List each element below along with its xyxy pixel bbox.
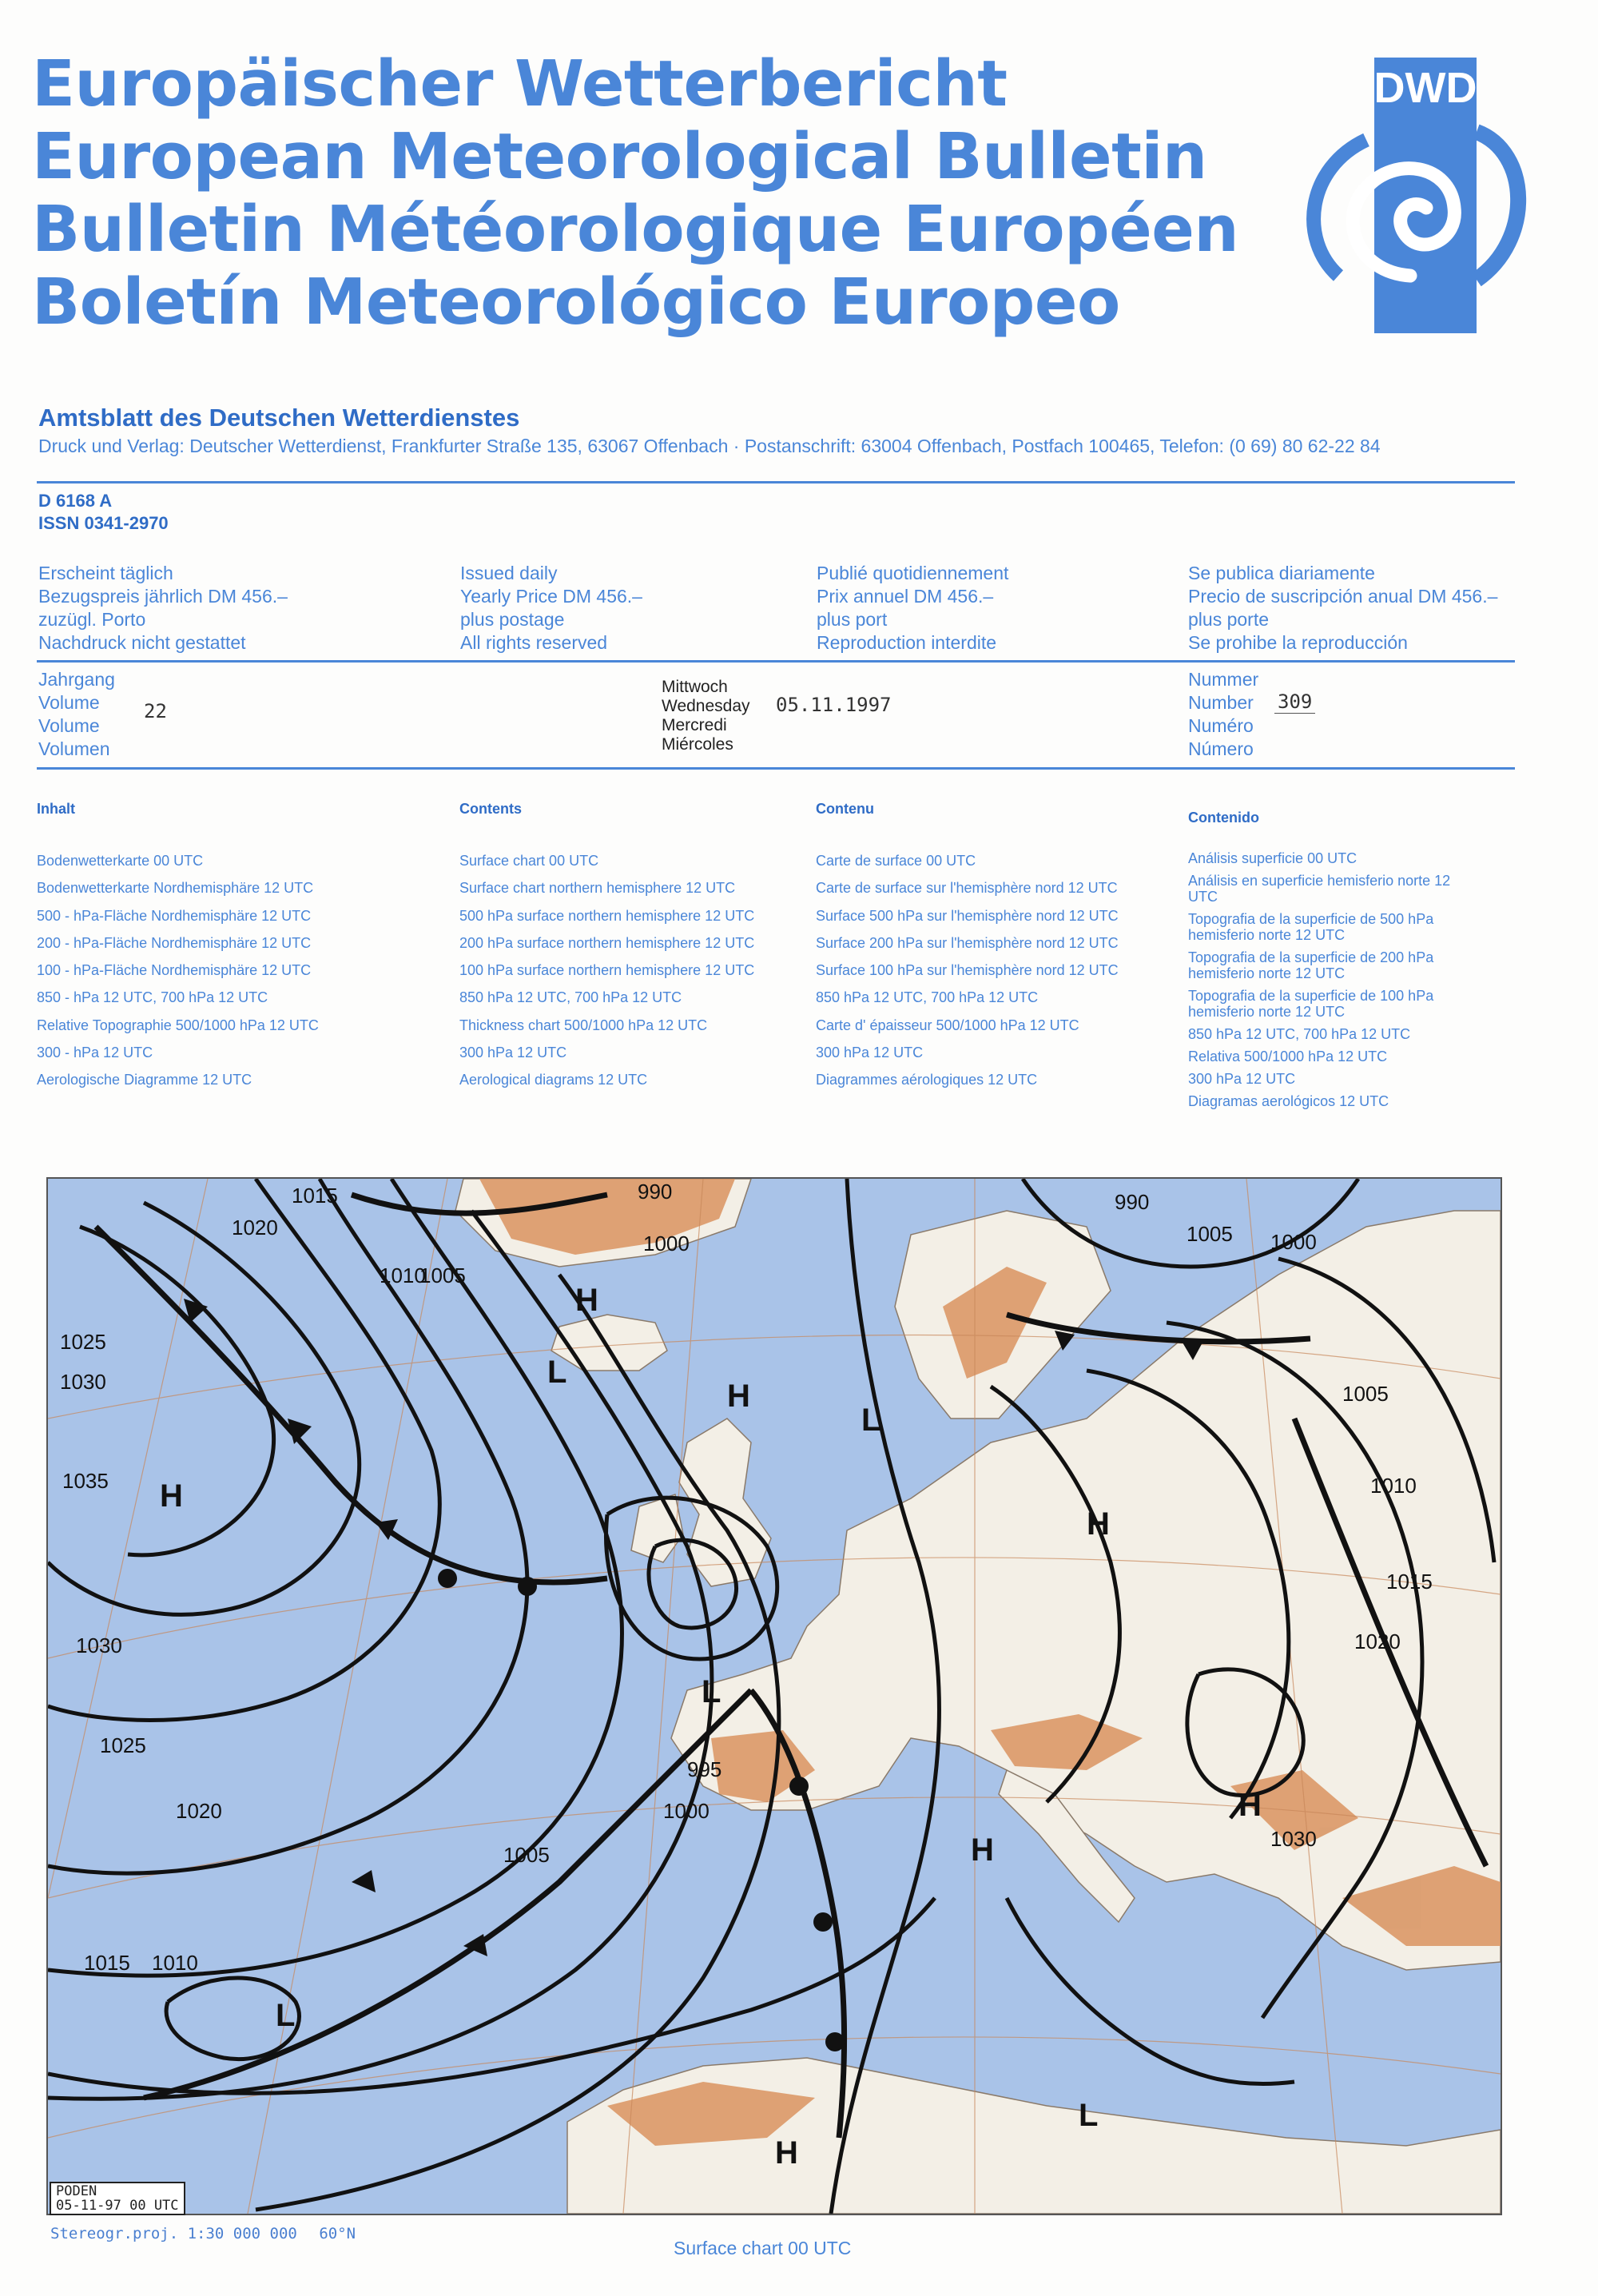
toc-item: Diagrammes aérologiques 12 UTC — [816, 1072, 1038, 1088]
isobar-label: 990 — [638, 1180, 673, 1204]
volume-label: Jahrgang — [38, 669, 115, 690]
number-label: Numéro — [1188, 715, 1254, 736]
toc-item: 200 - hPa-Fläche Nordhemisphäre 12 UTC — [37, 934, 312, 951]
publisher-address: Druck und Verlag: Deutscher Wetterdienst, Frankfurter Straße 135, 63067 Offenbach · Postanschrift: 63004 Offenbach, Postfach 100465, Telefon: (0 69) 80 62-22 84 — [38, 436, 1381, 456]
bulletin-titles — [32, 48, 1238, 339]
toc-item: Diagramas aerológicos 12 UTC — [1188, 1093, 1389, 1109]
toc-item: 500 - hPa-Fläche Nordhemisphäre 12 UTC — [37, 907, 312, 924]
isobar-label: 1005 — [1342, 1382, 1389, 1406]
isobar-label: 995 — [687, 1757, 722, 1781]
ireland-land — [631, 1494, 683, 1562]
day-label: Mercredi — [662, 716, 727, 734]
price-line: Prix annuel DM 456.– — [817, 586, 994, 607]
price-line: Yearly Price DM 456.– — [460, 586, 642, 607]
chart-stamp — [50, 2182, 185, 2215]
issued-info-de — [38, 562, 288, 655]
isobar-label: 1000 — [643, 1232, 690, 1255]
high-center: H — [727, 1379, 750, 1414]
toc-heading: Inhalt — [37, 801, 75, 817]
low-center: L — [1079, 2098, 1099, 2133]
day-labels — [662, 678, 750, 754]
toc-en — [459, 801, 754, 1100]
isobar-label: 1020 — [176, 1799, 222, 1823]
isobar-label: 1030 — [60, 1370, 106, 1394]
latitude-reference: 60°N — [319, 2225, 356, 2242]
toc-heading: Contenu — [816, 801, 874, 817]
issued-info-fr — [817, 562, 1008, 655]
title-german: Europäischer Wetterbericht — [32, 47, 1008, 121]
toc-item: 200 hPa surface northern hemisphere 12 UTC — [459, 934, 755, 951]
issued-line: Publié quotidiennement — [817, 563, 1009, 583]
toc-item: Carte de surface sur l'hemisphère nord 12 UTC — [816, 880, 1118, 897]
toc-item: 850 hPa 12 UTC, 700 hPa 12 UTC — [1188, 1026, 1411, 1042]
toc-item: Carte d' épaisseur 500/1000 hPa 12 UTC — [816, 1017, 1079, 1033]
toc-item: 100 hPa surface northern hemisphere 12 UTC — [459, 962, 755, 979]
toc-es — [1188, 810, 1452, 1116]
projection-info — [50, 2225, 356, 2242]
toc-item: Topografia de la superficie de 100 hPa hemisferio norte 12 UTC — [1188, 988, 1434, 1020]
toc-item: Topografia de la superficie de 200 hPa hemisferio norte 12 UTC — [1188, 949, 1434, 981]
postage-line: plus porte — [1188, 609, 1270, 630]
toc-item: Thickness chart 500/1000 hPa 12 UTC — [459, 1017, 708, 1033]
toc-item: Topografia de la superficie de 500 hPa hemisferio norte 12 UTC — [1188, 911, 1434, 943]
toc-item: 850 hPa 12 UTC, 700 hPa 12 UTC — [459, 989, 682, 1006]
isobar-label: 1035 — [62, 1469, 109, 1493]
title-english: European Meteorological Bulletin — [32, 120, 1207, 193]
isobar-label: 1025 — [60, 1330, 106, 1354]
chart-caption: Surface chart 00 UTC — [674, 2238, 852, 2258]
issue-date: 05.11.1997 — [776, 694, 892, 716]
issued-line: Issued daily — [460, 563, 558, 583]
title-french: Bulletin Météorologique Européen — [32, 193, 1239, 266]
divider — [37, 481, 1515, 483]
high-center: H — [575, 1283, 598, 1318]
day-label: Wednesday — [662, 697, 750, 715]
toc-item: Relative Topographie 500/1000 hPa 12 UTC — [37, 1017, 319, 1033]
toc-item: Surface 100 hPa sur l'hemisphère nord 12 UTC — [816, 962, 1119, 979]
isobar-label: 1010 — [1370, 1474, 1417, 1498]
isobar-label: 1000 — [1270, 1230, 1317, 1254]
warm-front-bulb — [825, 2032, 845, 2051]
warm-front-bulb — [518, 1577, 537, 1596]
isobar-line — [1007, 1898, 1294, 2084]
toc-item: Análisis superficie 00 UTC — [1188, 850, 1358, 866]
toc-heading: Contenido — [1188, 810, 1259, 826]
low-center: L — [547, 1355, 567, 1390]
toc-item: 300 hPa 12 UTC — [816, 1045, 924, 1061]
toc-item: Análisis en superficie hemisferio norte 12 UTC — [1188, 873, 1451, 905]
d-number: D 6168 A — [38, 491, 113, 511]
price-line: Precio de suscripción anual DM 456.– — [1188, 586, 1498, 607]
toc-item: Surface 500 hPa sur l'hemisphère nord 12 UTC — [816, 907, 1119, 924]
high-center: H — [1238, 1788, 1262, 1823]
isobar-label: 1030 — [1270, 1827, 1317, 1851]
postage-line: plus postage — [460, 609, 565, 630]
isobar-line — [48, 1203, 360, 1614]
warm-front-bulb — [813, 1912, 833, 1932]
surface-chart-map — [46, 1177, 1502, 2215]
volume-label: Volume — [38, 715, 100, 736]
projection-scale: Stereogr.proj. 1:30 000 000 — [50, 2225, 297, 2242]
number-label: Number — [1188, 692, 1254, 713]
toc-heading: Contents — [459, 801, 522, 817]
publisher-name: Amtsblatt des Deutschen Wetterdienstes — [38, 404, 520, 432]
postage-line: plus port — [817, 609, 888, 630]
rights-line: Nachdruck nicht gestattet — [38, 632, 246, 653]
isobar-label: 1015 — [1386, 1570, 1433, 1594]
isobar-label: 1005 — [419, 1263, 466, 1287]
rights-line: Reproduction interdite — [817, 632, 997, 653]
volume-label: Volumen — [38, 738, 110, 759]
toc-item: 300 hPa 12 UTC — [459, 1045, 567, 1061]
isobar-label: 1010 — [380, 1263, 426, 1287]
issued-line: Erscheint täglich — [38, 563, 173, 583]
toc-item: 300 - hPa 12 UTC — [37, 1045, 153, 1061]
high-center: H — [160, 1478, 183, 1514]
toc-item: Aerological diagrams 12 UTC — [459, 1072, 648, 1088]
stamp-station: PODEN — [56, 2183, 97, 2199]
issued-info-en — [460, 562, 642, 655]
isobar-label: 990 — [1115, 1190, 1150, 1214]
issn: ISSN 0341-2970 — [38, 513, 169, 533]
map-drawing — [48, 1179, 1501, 2214]
toc-item: Surface chart 00 UTC — [459, 853, 599, 869]
toc-item: Bodenwetterkarte Nordhemisphäre 12 UTC — [37, 880, 314, 897]
issued-line: Se publica diariamente — [1188, 563, 1375, 583]
low-center: L — [702, 1674, 721, 1709]
price-line: Bezugspreis jährlich DM 456.– — [38, 586, 288, 607]
isobar-label: 1020 — [232, 1216, 278, 1240]
number-label: Nummer — [1188, 669, 1259, 690]
dwd-logo — [1290, 56, 1530, 340]
isobar-label: 1020 — [1354, 1629, 1401, 1653]
isobar-label: 1005 — [1187, 1222, 1233, 1246]
warm-front-bulb — [438, 1569, 457, 1588]
high-center: H — [971, 1832, 994, 1868]
toc-item: Surface 200 hPa sur l'hemisphère nord 12 UTC — [816, 934, 1119, 951]
low-center: L — [861, 1403, 881, 1438]
toc-de — [37, 801, 319, 1100]
rights-line: All rights reserved — [460, 632, 608, 653]
title-spanish: Boletín Meteorológico Europeo — [32, 265, 1120, 339]
number-label: Número — [1188, 738, 1254, 759]
logo-text: DWD — [1373, 64, 1477, 112]
volume-labels — [38, 668, 115, 761]
toc-item: 100 - hPa-Fläche Nordhemisphäre 12 UTC — [37, 962, 312, 979]
issued-info-es — [1188, 562, 1497, 655]
high-center: H — [775, 2135, 798, 2171]
cold-front-triangle — [352, 1870, 376, 1892]
isobar-label: 1010 — [152, 1951, 198, 1975]
toc-item: Aerologische Diagramme 12 UTC — [37, 1072, 252, 1088]
issue-number: 309 — [1274, 690, 1315, 714]
toc-item: Carte de surface 00 UTC — [816, 853, 976, 869]
toc-item: Relativa 500/1000 hPa 12 UTC — [1188, 1049, 1388, 1064]
meridian-line — [48, 1179, 208, 1898]
isobar-label: 1015 — [292, 1184, 338, 1208]
toc-item: Bodenwetterkarte 00 UTC — [37, 853, 204, 869]
publication-ids — [38, 490, 169, 535]
volume-value: 22 — [144, 700, 167, 722]
toc-item: Surface chart northern hemisphere 12 UTC — [459, 880, 736, 897]
meridian-line — [248, 1179, 447, 2214]
toc-item: 300 hPa 12 UTC — [1188, 1071, 1296, 1087]
divider — [37, 660, 1515, 663]
toc-item: 850 - hPa 12 UTC, 700 hPa 12 UTC — [37, 989, 268, 1006]
toc-item: 500 hPa surface northern hemisphere 12 UTC — [459, 907, 755, 924]
volume-label: Volume — [38, 692, 100, 713]
isobar-label: 1005 — [503, 1843, 550, 1867]
isobar-label: 1025 — [100, 1733, 146, 1757]
postage-line: zuzügl. Porto — [38, 609, 146, 630]
toc-fr — [816, 801, 1119, 1100]
warm-front-bulb — [789, 1777, 809, 1796]
rights-line: Se prohibe la reproducción — [1188, 632, 1408, 653]
isobar-label: 1030 — [76, 1633, 122, 1657]
low-center: L — [276, 1998, 296, 2033]
isobar-label: 1015 — [84, 1951, 130, 1975]
day-label: Miércoles — [662, 735, 733, 754]
divider — [37, 767, 1515, 770]
stamp-time: 05-11-97 00 UTC — [56, 2198, 179, 2214]
high-center: H — [1087, 1506, 1110, 1542]
number-labels — [1188, 668, 1258, 761]
day-label: Mittwoch — [662, 678, 728, 696]
isobar-label: 1000 — [663, 1799, 710, 1823]
toc-item: 850 hPa 12 UTC, 700 hPa 12 UTC — [816, 989, 1039, 1006]
